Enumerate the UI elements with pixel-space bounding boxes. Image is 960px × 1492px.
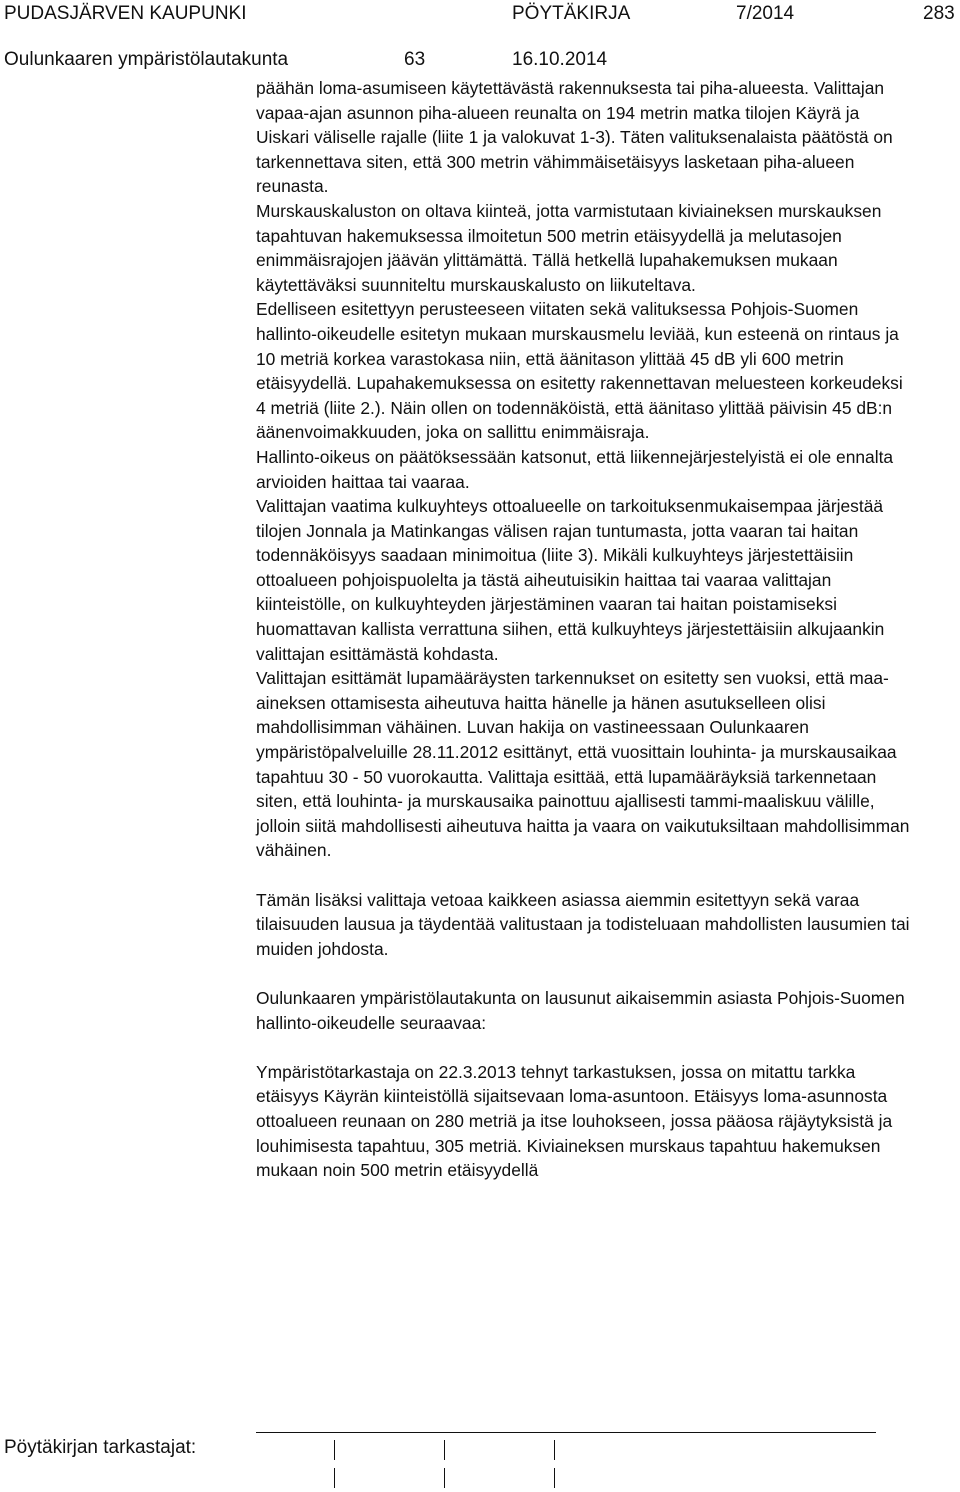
section-number: 63 [404, 49, 426, 70]
paragraph: päähän loma-asumiseen käytettävästä rakennuksesta tai piha-alueesta. Valittajan vapaa-ajan asunnon piha-alueen reunalta on 194 metrin matka tilojen Käyrä ja Uiskari väliselle rajalle (liite 1 ja valokuvat 1-3). Täten valituksenalaista päätöstä on tarkennettava siten, että 300 metrin vähimmäisetäisyys lasketaan piha-alueen reunasta. [256, 78, 893, 197]
document-type: PÖYTÄKIRJA [512, 3, 631, 24]
committee-name: Oulunkaaren ympäristölautakunta [4, 49, 289, 70]
paragraph: Tämän lisäksi valittaja vetoaa kaikkeen asiassa aiemmin esitettyyn sekä varaa tilaisuuden lausua ja täydentää valitustaan ja todisteluaan mahdollisten lausumien tai muiden johdosta. [256, 889, 910, 959]
signature-box-divider [334, 1440, 335, 1460]
signature-box-divider [444, 1468, 445, 1488]
document-number: 7/2014 [736, 3, 795, 24]
signature-box-divider [444, 1440, 445, 1460]
page-number: 283 [923, 3, 955, 24]
document-body [256, 76, 916, 1183]
signature-box-divider [334, 1468, 335, 1488]
signature-box-divider [554, 1440, 555, 1460]
meeting-date: 16.10.2014 [512, 49, 608, 70]
footer-divider [256, 1432, 876, 1433]
paragraph: Ympäristötarkastaja on 22.3.2013 tehnyt tarkastuksen, jossa on mitattu tarkka etäisyys Käyrän kiinteistöllä sijaitsevaan loma-asuntoon. Etäisyys loma-asunnosta ottoalueen reunaan on 280 metriä ja itse louhokseen, jossa pääosa räjäytyksistä ja louhimisesta tapahtuu, 305 metriä. Kiviaineksen murskaus tapahtuu hakemuksen mukaan noin 500 metrin etäisyydellä [256, 1061, 893, 1181]
paragraph: Edelliseen esitettyyn perusteeseen viitaten sekä valituksessa Pohjois-Suomen hallinto-oikeudelle esitetyn mukaan murskausmelu leviää, kun esteenä on rintaus ja 10 metriä korkea varastokasa niin, että äänitason ylittää 45 dB yli 600 metrin etäisyydellä. Lupahakemuksessa on esitetty rakennettavan meluesteen korkeudeksi 4 metriä (liite 2.). Näin ollen on todennäköistä, että äänitaso ylittää päivisin 45 dB:n äänenvoimakkuuden, joka on sallittu enimmäisraja. [256, 299, 903, 443]
paragraph: Oulunkaaren ympäristölautakunta on lausunut aikaisemmin asiasta Pohjois-Suomen hallinto-oikeudelle seuraavaa: [256, 987, 905, 1033]
page-header-row-1 [0, 2, 960, 26]
paragraph: Valittajan vaatima kulkuyhteys ottoalueelle on tarkoituksenmukaisempaa järjestää tilojen Jonnala ja Matinkangas välisen rajan tuntumasta, jotta vaaran tai haitan todennäköisyys saadaan minimoitua (liite 3). Mikäli kulkuyhteys järjestettäisiin ottoalueen pohjoispuolelta ja tästä aiheutuisikin haittaa tai vaaraa valittajan kiinteistölle, on kulkuyhteyden järjestäminen vaaran tai haitan poistamiseksi huomattavan kallista verrattuna siihen, että kulkuyhteys järjestettäisiin alkujaankin valittajan esittämästä kohdasta. [256, 496, 885, 664]
reviewers-label: Pöytäkirjan tarkastajat: [4, 1437, 197, 1458]
organization-name: PUDASJÄRVEN KAUPUNKI [4, 3, 247, 24]
paragraph: Murskauskaluston on oltava kiinteä, jotta varmistutaan kiviaineksen murskauksen tapahtuvan hakemuksessa ilmoitetun 500 metrin etäisyydellä ja melutasojen enimmäisrajojen jäävän ylittämättä. Tällä hetkellä lupahakemuksen mukaan käytettäväksi suunniteltu murskauskalusto on liikuteltava. [256, 200, 882, 295]
page-header-row-2 [0, 48, 960, 72]
page-footer [0, 1432, 960, 1492]
paragraph: Hallinto-oikeus on päätöksessään katsonut, että liikennejärjestelyistä ei ole ennalta arvioiden haittaa tai vaaraa. [256, 446, 894, 492]
signature-box-divider [554, 1468, 555, 1488]
paragraph: Valittajan esittämät lupamääräysten tarkennukset on esitetty sen vuoksi, että maa-aineksen ottamisesta aiheutuva haitta hänelle ja hänen asutukselleen olisi mahdollisimman vähäinen. Luvan hakija on vastineessaan Oulunkaaren ympäristöpalveluille 28.11.2012 esittänyt, että vuosittain louhinta- ja murskausaikaa tapahtuu 30 - 50 vuorokautta. Valittaja esittää, että lupamääräyksiä tarkennetaan siten, että louhinta- ja murskausaika painottuu ajallisesti tammi-maaliskuu välille, jolloin siitä mahdollisesti aiheutuva haitta ja vaara on vaikutuksiltaan mahdollisimman vähäinen. [256, 668, 910, 861]
